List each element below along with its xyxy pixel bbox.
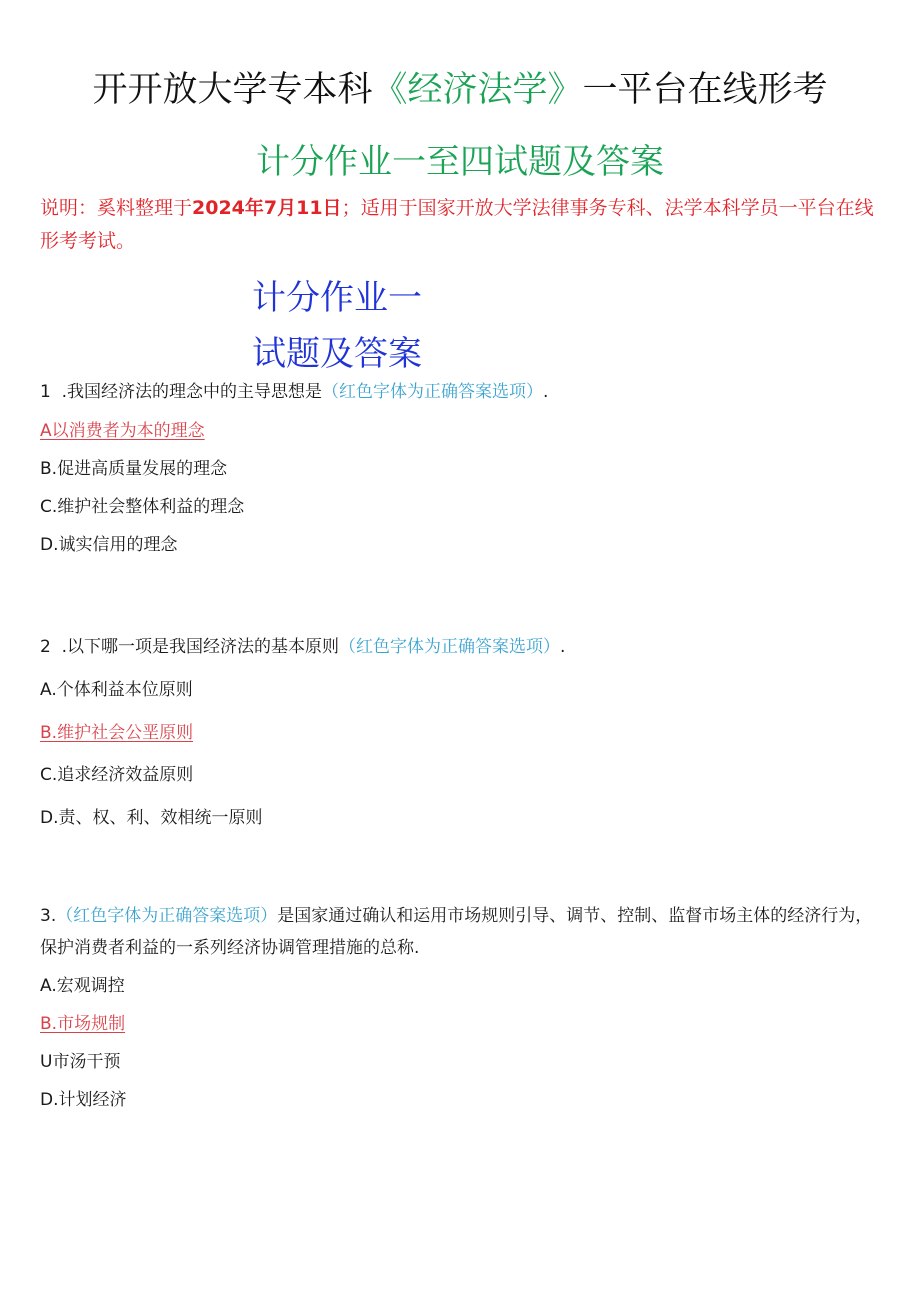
question-2-option-b: B.维护社会公垩原则 xyxy=(40,723,194,743)
question-number: 1 xyxy=(40,382,51,402)
document-title xyxy=(0,62,920,112)
note-date: 2024年7月11日 xyxy=(192,197,342,219)
question-2-stem xyxy=(40,633,880,661)
question-text: 是国家通过确认和运用市场规则引导、调节、控制、监督市场主体的经济行为，保护消费者利益的一系列经济协调管理措施的总称. xyxy=(40,906,873,958)
question-3-option-c: U市汤干预 xyxy=(40,1052,121,1072)
question-1-option-c: C.维护社会整体利益的理念 xyxy=(40,497,245,517)
title-prefix: 开开放大学专本科 xyxy=(92,70,373,110)
title-suffix: 一平台在线形考 xyxy=(582,70,828,110)
question-1-stem xyxy=(40,378,880,406)
question-3-option-b: B.市场规制 xyxy=(40,1014,126,1034)
question-2-option-c: C.追求经济效益原则 xyxy=(40,765,194,785)
description-note xyxy=(40,192,880,258)
answer-hint: （红色字体为正确答案选项） xyxy=(339,637,561,657)
section-heading-line2: 试题及答案 xyxy=(252,334,422,374)
question-text-end: . xyxy=(543,382,549,402)
answer-hint: （红色字体为正确答案选项） xyxy=(322,382,544,402)
section-heading-line1: 计分作业一 xyxy=(252,278,422,318)
question-3-stem xyxy=(40,900,880,964)
note-prefix: 说明：奚料整理于 xyxy=(40,197,193,219)
question-2-option-a: A.个体利益本位原则 xyxy=(40,680,193,700)
question-text: .我国经济法的理念中的主导思想是 xyxy=(50,382,323,402)
question-2-option-d: D.责、权、利、效相统一原则 xyxy=(40,808,263,828)
document-subtitle: 计分作业一至四试题及答案 xyxy=(256,142,664,182)
question-number: 3. xyxy=(40,906,57,926)
question-1-option-d: D.诚实信用的理念 xyxy=(40,535,178,555)
title-book-name: 《经济法学》 xyxy=(372,70,583,110)
question-3-option-a: A.宏观调控 xyxy=(40,976,125,996)
answer-hint: （红色字体为正确答案选项） xyxy=(56,906,278,926)
question-3-option-d: D.计划经济 xyxy=(40,1090,127,1110)
question-text-end: . xyxy=(560,637,566,657)
question-1-option-a: A以消费者为本的理念 xyxy=(40,421,205,441)
question-1-option-b: B.促进高质量发展的理念 xyxy=(40,459,228,479)
note-suffix: ；适用于国家开放大学法律事务专科、法学本科学员一平台在线形考考试。 xyxy=(40,197,874,252)
question-number: 2 xyxy=(40,637,51,657)
question-text: .以下哪一项是我国经济法的基本原则 xyxy=(50,637,340,657)
